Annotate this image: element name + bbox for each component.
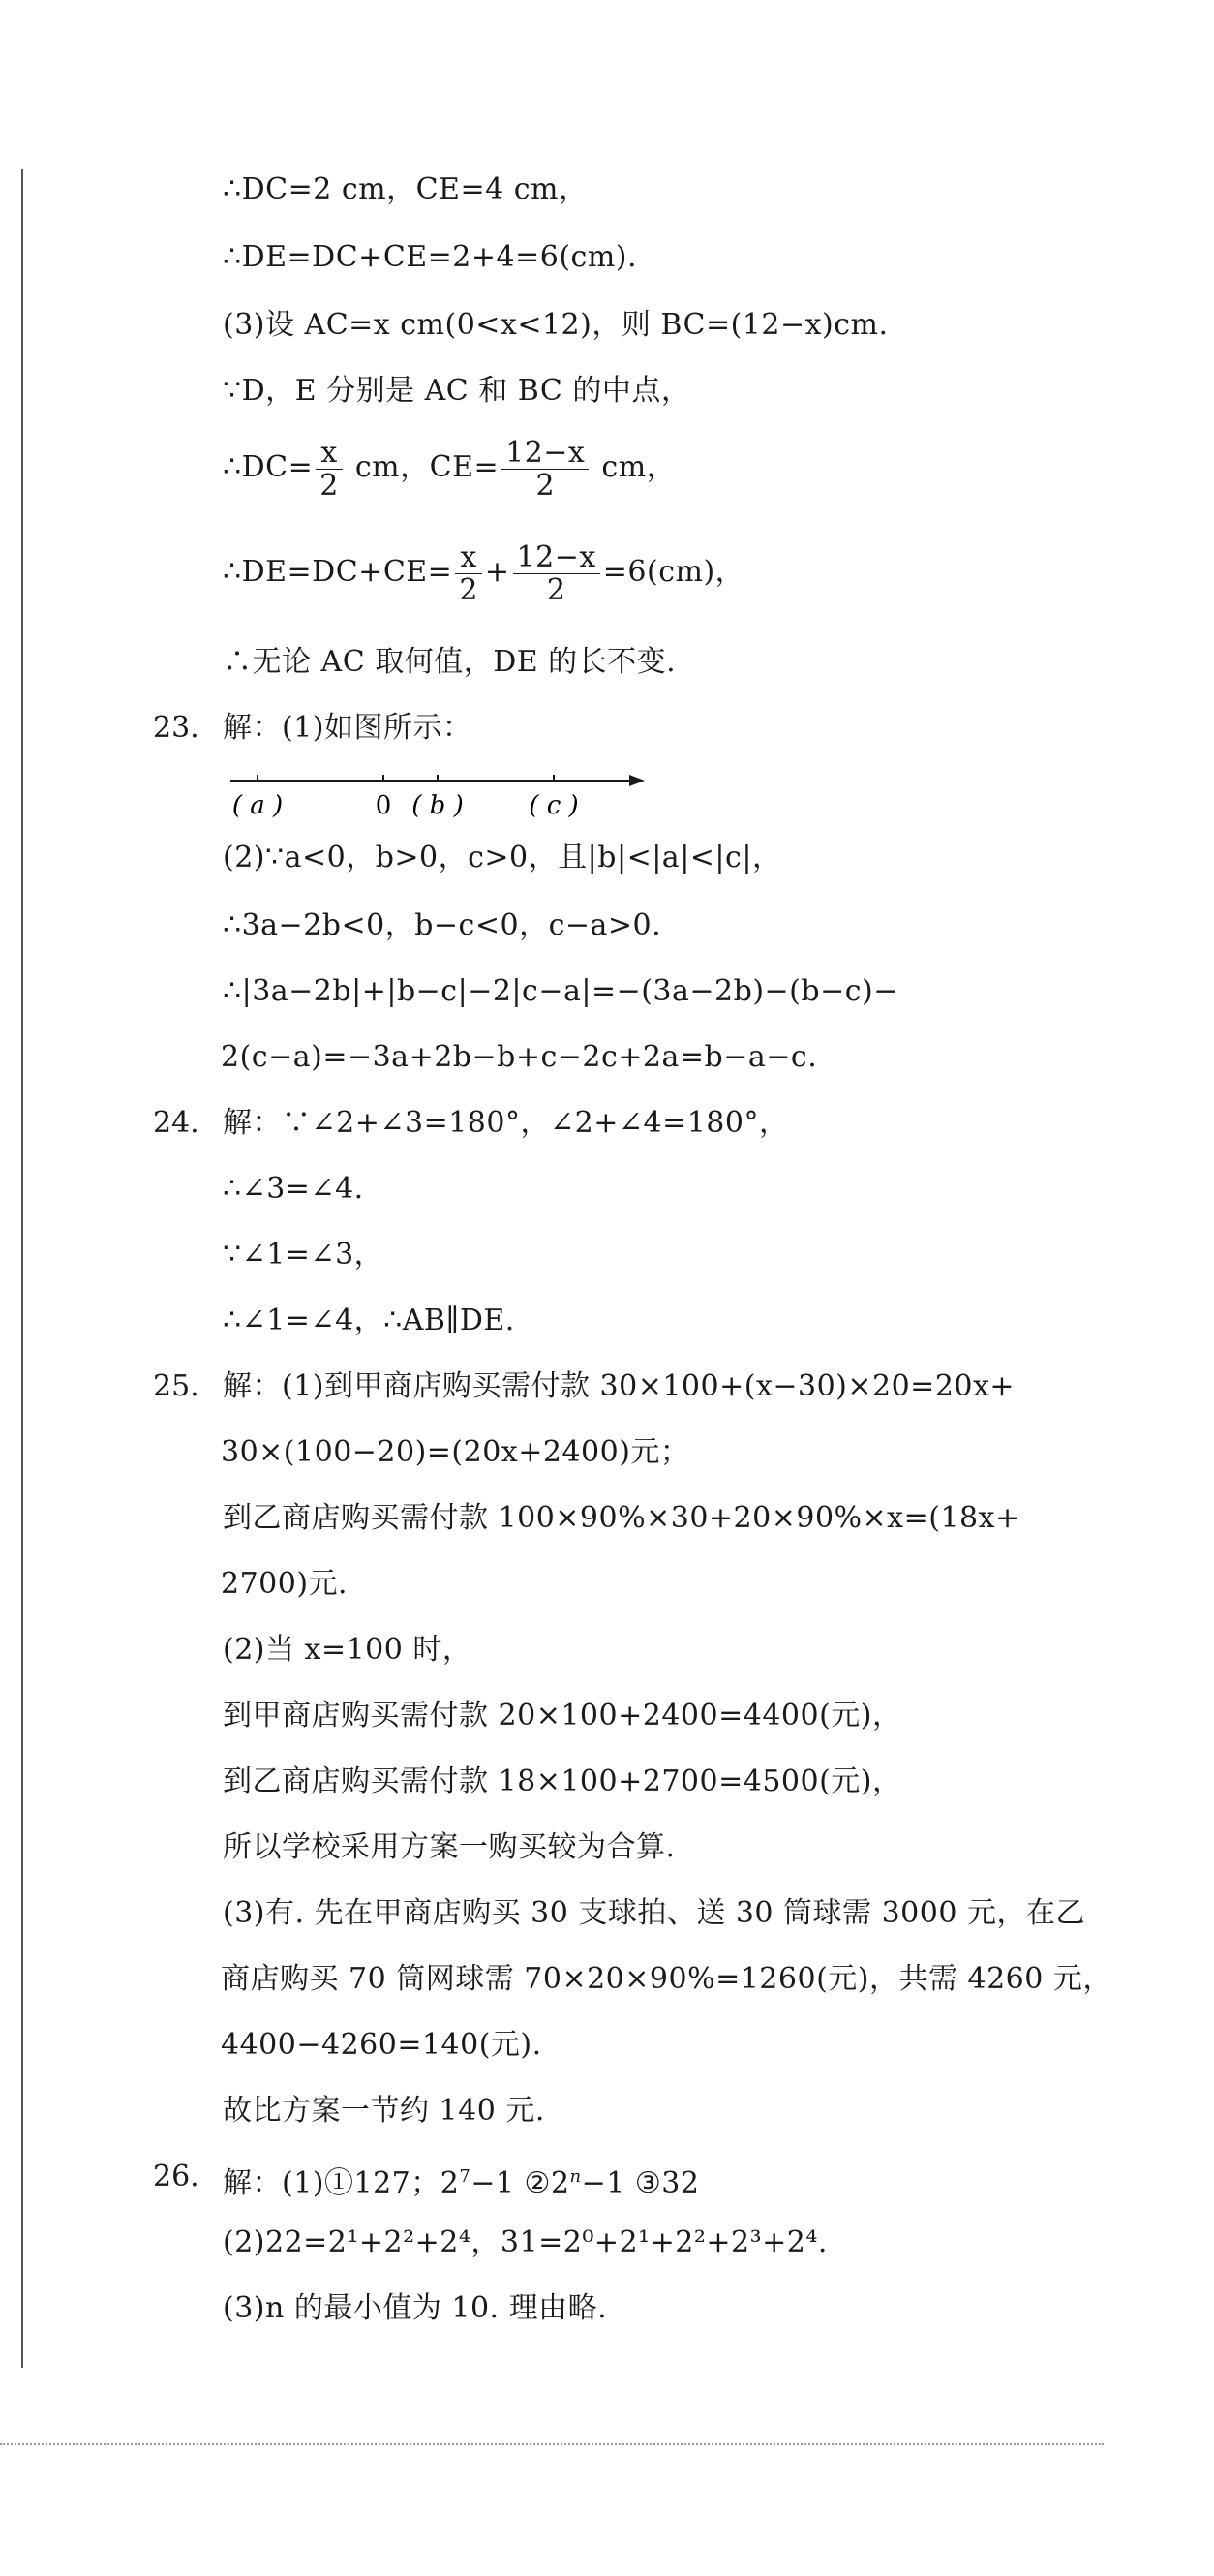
number-line-arrow	[629, 775, 645, 786]
q24-angle3-eq-4: ∴∠3=∠4.	[223, 1172, 364, 1206]
label-zero: 0	[375, 791, 392, 820]
label-c: ( c )	[529, 791, 579, 820]
q26-part3: (3)n 的最小值为 10. 理由略.	[223, 2291, 608, 2325]
q23-inequalities: ∴3a−2b<0，b−c<0，c−a>0.	[223, 908, 662, 942]
q25-store-yi-cont: 2700)元.	[221, 1567, 349, 1601]
question-number-25: 25.	[153, 1369, 199, 1403]
q24-given: 解：∵∠2+∠3=180°，∠2+∠4=180°，	[223, 1106, 789, 1140]
q23-result: 2(c−a)=−3a+2b−b+c−2c+2a=b−a−c.	[221, 1040, 818, 1074]
q25-part2: (2)当 x=100 时，	[223, 1633, 472, 1667]
q25-part3-cont: 商店购买 70 筒网球需 70×20×90%=1260(元)，共需 4260 元，	[221, 1962, 1112, 1996]
fraction-12-minus-x-over-2: $\frac{12-x}{2}$	[501, 437, 589, 502]
q25-store-yi: 到乙商店购买需付款 100×90%×30+20×90%×x=(18x+	[223, 1501, 1020, 1535]
fraction-x-over-2-b: $\frac{x}{2}$	[455, 541, 482, 606]
number-line-diagram	[228, 763, 647, 825]
q25-savings-calc: 4400−4260=140(元).	[221, 2028, 542, 2062]
q23-part1: 解：(1)如图所示：	[223, 711, 472, 745]
line-de-sum: ∴DE=DC+CE=2+4=6(cm).	[223, 240, 638, 274]
left-margin-rule	[21, 169, 23, 2368]
question-number-23: 23.	[153, 711, 199, 745]
q26-part2: (2)22=2¹+2²+2⁴，31=2⁰+2¹+2²+2³+2⁴.	[223, 2225, 828, 2259]
q25-store-jia: 解：(1)到甲商店购买需付款 30×100+(x−30)×20=20x+	[223, 1369, 1016, 1403]
q25-yi-cost: 到乙商店购买需付款 18×100+2700=4500(元)，	[223, 1764, 902, 1798]
q23-part2: (2)∵a<0，b>0，c>0，且|b|<|a|<|c|，	[223, 841, 782, 874]
line-dc-ce-fractions: ∴DC= $\frac{x}{2}$ cm，CE= $\frac{12-x}{2}$ cm，	[223, 435, 677, 503]
q24-angle1-eq-3: ∵∠1=∠3，	[223, 1238, 384, 1272]
q25-savings: 故比方案一节约 140 元.	[223, 2094, 545, 2128]
line-de-constant: ∴无论 AC 取何值，DE 的长不变.	[223, 645, 677, 679]
q23-abs-expression: ∴|3a−2b|+|b−c|−2|c−a|=−(3a−2b)−(b−c)−	[223, 974, 898, 1008]
label-b: ( b )	[411, 791, 464, 820]
question-number-24: 24.	[153, 1106, 199, 1140]
q25-jia-cost: 到甲商店购买需付款 20×100+2400=4400(元)，	[223, 1699, 902, 1733]
line-part3-setup: (3)设 AC=x cm(0<x<12)，则 BC=(12−x)cm.	[223, 308, 889, 342]
fraction-12-minus-x-over-2-b: $\frac{12-x}{2}$	[513, 541, 600, 606]
q25-store-jia-cont: 30×(100−20)=(20x+2400)元；	[221, 1435, 690, 1469]
line-dc-ce: ∴DC=2 cm，CE=4 cm，	[223, 172, 589, 206]
q25-choice: 所以学校采用方案一购买较为合算.	[223, 1830, 676, 1864]
bottom-dotted-rule	[0, 2443, 1104, 2445]
question-number-26: 26.	[153, 2160, 199, 2193]
q26-part1: 解：(1)①127；$2^7-1$ $②2^n-1$ ③32	[223, 2166, 700, 2200]
line-midpoints: ∵D，E 分别是 AC 和 BC 的中点，	[223, 374, 691, 408]
line-de-fractions: ∴DE=DC+CE= $\frac{x}{2}$ + $\frac{12-x}{2}$ =6(cm)，	[223, 539, 745, 607]
q25-part3: (3)有. 先在甲商店购买 30 支球拍、送 30 筒球需 3000 元，在乙	[223, 1896, 1085, 1930]
fraction-x-over-2: $\frac{x}{2}$	[316, 437, 343, 502]
label-a: ( a )	[231, 791, 284, 820]
q24-conclusion: ∴∠1=∠4，∴AB∥DE.	[223, 1303, 515, 1337]
